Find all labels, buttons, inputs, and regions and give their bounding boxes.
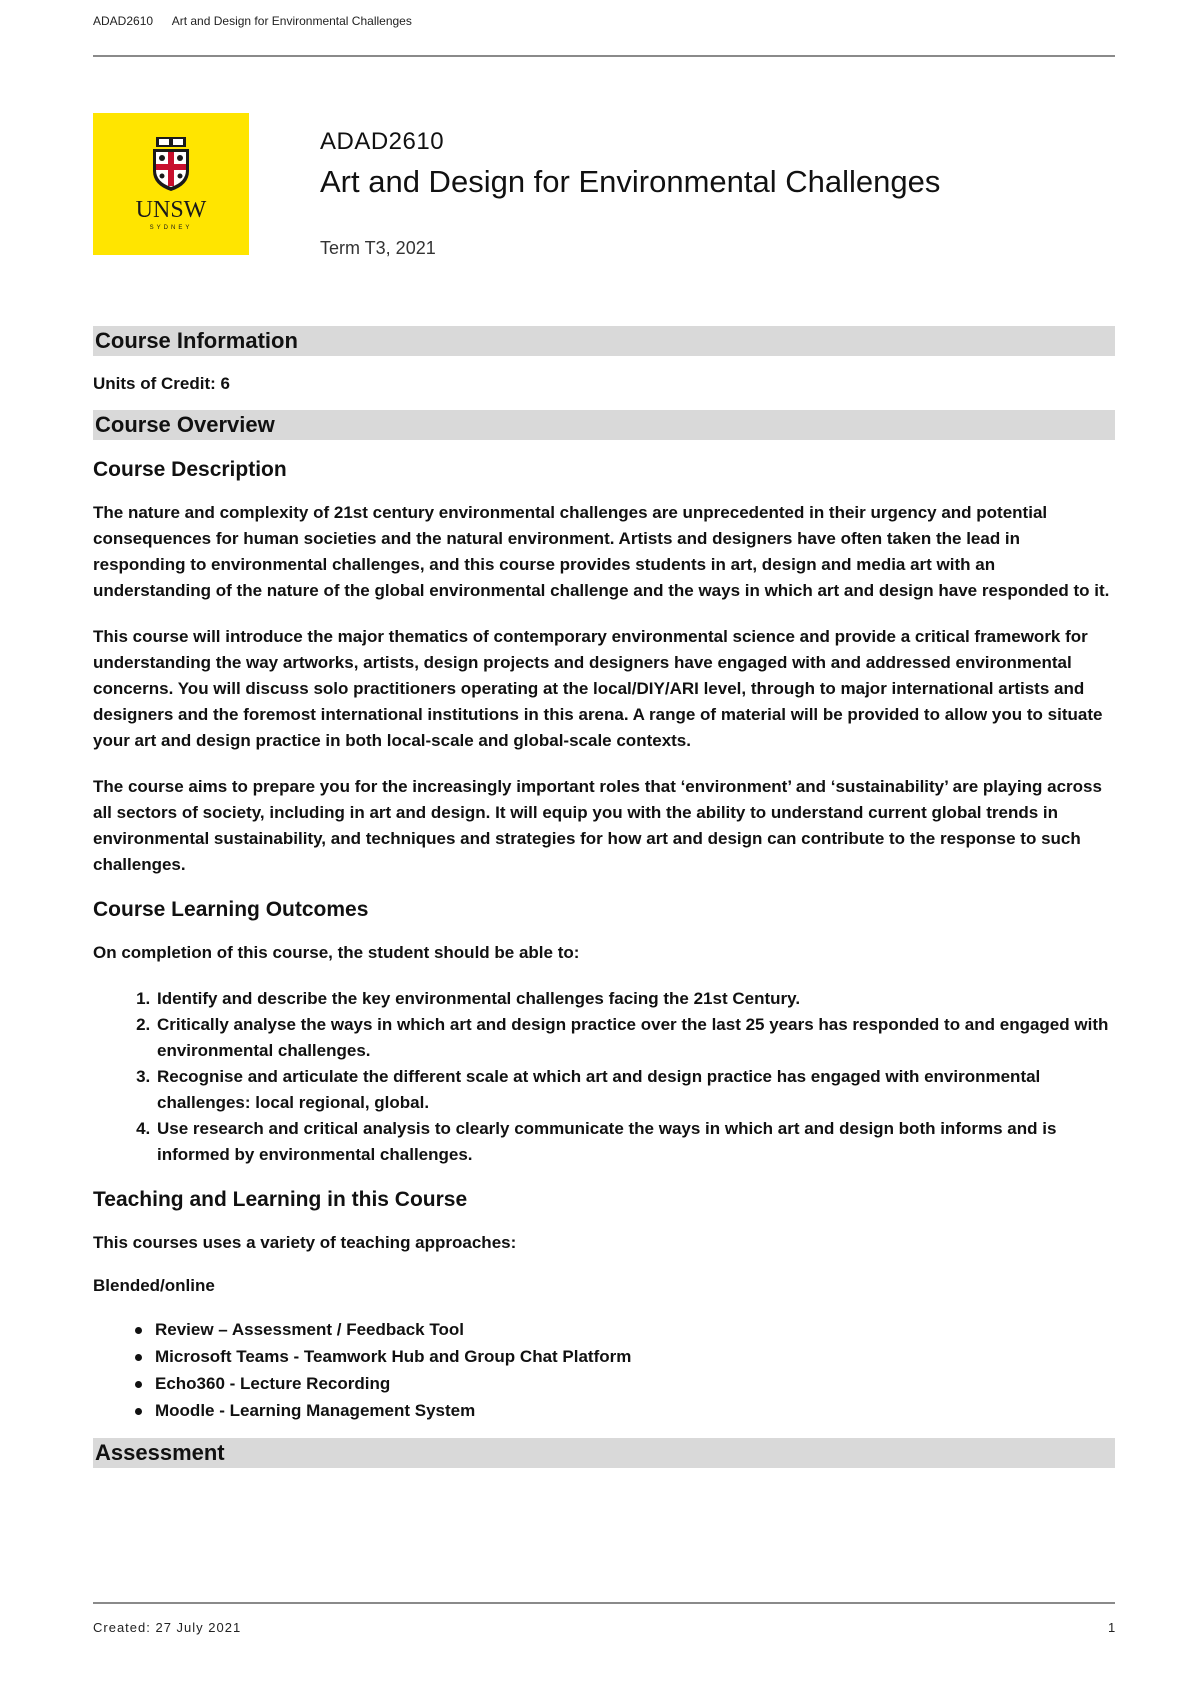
running-header [93,14,428,28]
learning-outcome-item: 2. Critically analyse the ways in which art and design practice over the last 25 years has responded to and engaged with environmental challenges. [155,1012,1115,1064]
footer-divider [93,1602,1115,1604]
teaching-heading: Teaching and Learning in this Course [93,1188,468,1211]
learning-outcomes-list [93,986,1115,1168]
header-course-code: ADAD2610 [93,14,154,28]
learning-outcomes-heading: Course Learning Outcomes [93,898,369,921]
main-content [93,326,1115,1486]
description-paragraph: This course will introduce the major thematics of contemporary environmental science and provide a critical framework for understanding the way artworks, artists, design projects and designers have engaged with and addressed environmental concerns. You will discuss solo practitioners operating at the local/DIY/ARI level, through to major international artists and designers and the foremost international institutions in this arena. A range of material will be provided to allow you to situate your art and design practice in both local-scale and global-scale contexts. [93,627,1103,750]
tool-item [131,1397,1115,1424]
description-paragraph: The course aims to prepare you for the increasingly important roles that ‘environment’ and ‘sustainability’ are playing across all sectors of society, including in art and design. It will equip you with the ability to understand current global trends in environmental sustainability, and techniques and strategies for how art and design can contribute to the response to such challenges. [93,777,1102,874]
bullet-icon [135,1354,142,1361]
section-course-overview: Course Overview [93,410,1115,440]
learning-outcomes-intro: On completion of this course, the student should be able to: [93,943,580,962]
logo-subtext: SYDNEY [149,225,193,231]
teaching-intro: This courses uses a variety of teaching approaches: [93,1233,517,1252]
tool-item [131,1343,1115,1370]
header-course-title: Art and Design for Environmental Challenges [171,14,412,28]
section-assessment: Assessment [93,1438,1115,1468]
course-code: ADAD2610 [320,128,445,155]
course-term: Term T3, 2021 [320,238,436,258]
learning-outcome-item: 1. Identify and describe the key environmental challenges facing the 21st Century. [155,986,1115,1012]
bullet-icon [135,1381,142,1388]
description-paragraph: The nature and complexity of 21st century environmental challenges are unprecedented in their urgency and potential consequences for human societies and the natural environment. Artists and designers have often taken the lead in responding to environmental challenges, and this course provides students in art, design and media art with an understanding of the nature of the global environmental challenge and the ways in which art and design have responded to it. [93,503,1110,600]
learning-outcome-item: 3. Recognise and articulate the different scale at which art and design practice has engaged with environmental challenges: local regional, global. [155,1064,1115,1116]
tool-label: Review – Assessment / Feedback Tool [155,1320,464,1339]
unsw-crest-icon [93,113,249,255]
tool-item [131,1370,1115,1397]
tool-label: Moodle - Learning Management System [155,1401,476,1420]
units-of-credit: Units of Credit: 6 [93,374,230,393]
logo-wordmark: UNSW [135,197,207,223]
tool-item [131,1316,1115,1343]
header-divider [93,55,1115,57]
created-date: Created: 27 July 2021 [93,1620,242,1635]
section-course-information: Course Information [93,326,1115,356]
learning-outcome-item: 4. Use research and critical analysis to clearly communicate the ways in which art and design both informs and is informed by environmental challenges. [155,1116,1115,1168]
course-description-heading: Course Description [93,458,287,481]
blended-online-label: Blended/online [93,1276,215,1295]
teaching-tools-list [93,1316,1115,1424]
course-title: Art and Design for Environmental Challenges [320,164,941,199]
tool-label: Echo360 - Lecture Recording [155,1374,391,1393]
page-number: 1 [1108,1620,1116,1635]
tool-label: Microsoft Teams - Teamwork Hub and Group Chat Platform [155,1347,632,1366]
unsw-logo [93,113,249,255]
bullet-icon [135,1327,142,1334]
bullet-icon [135,1408,142,1415]
